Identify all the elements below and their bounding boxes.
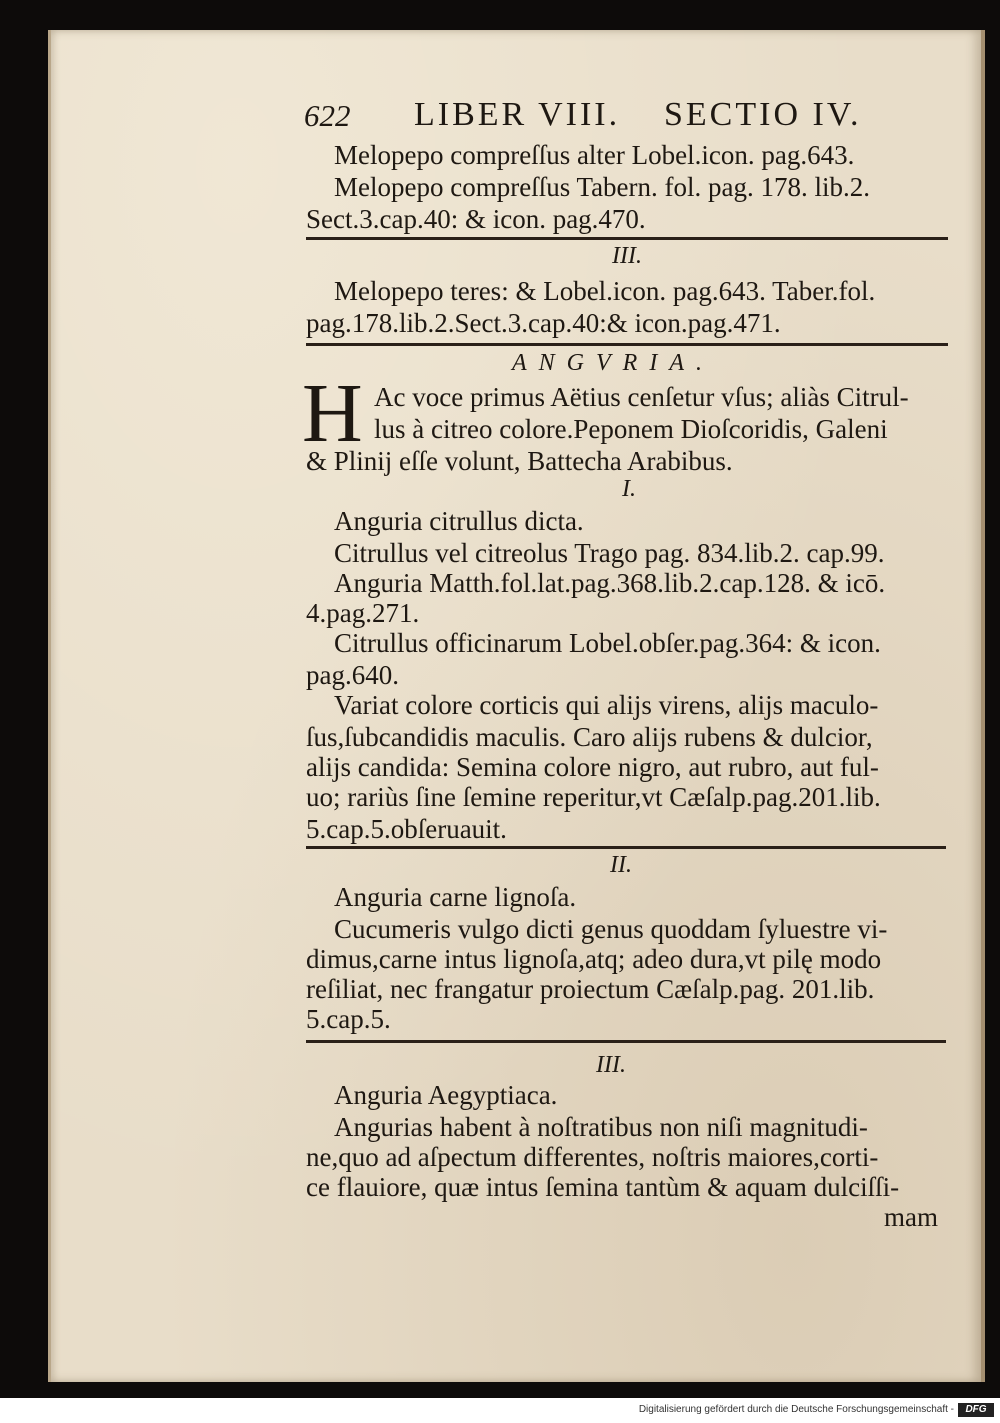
text-line: pag.178.lib.2.Sect.3.cap.40:& icon.pag.471.	[306, 308, 781, 338]
footer-bar	[0, 1398, 1000, 1423]
entry-number: III.	[612, 243, 642, 269]
text-line: Sect.3.cap.40: & icon. pag.470.	[306, 204, 646, 234]
text-line: Cucumeris vulgo dicti genus quoddam ſyluestre vi-	[334, 914, 888, 944]
text-line: pag.640.	[306, 660, 399, 690]
entry-number: II.	[610, 852, 632, 878]
text-line: Anguria Matth.fol.lat.pag.368.lib.2.cap.128. & icō.	[334, 568, 886, 598]
running-head-liber: LIBER VIII.	[414, 96, 621, 133]
text-line: Melopepo compreſſus Tabern. fol. pag. 178. lib.2.	[334, 172, 871, 202]
text-line: Anguria Aegyptiaca.	[334, 1080, 558, 1110]
footer-credit: Digitalisierung gefördert durch die Deutsche Forschungsgemeinschaft -	[638, 1404, 954, 1415]
text-line: uo; rariùs ſine ſemine reperitur,vt Cæſalp.pag.201.lib.	[306, 782, 881, 812]
dfg-logo: DFG	[958, 1403, 994, 1417]
entry-number: III.	[596, 1052, 626, 1078]
text-line: ce flauiore, quæ intus ſemina tantùm & aquam dulciſſi-	[306, 1172, 900, 1202]
text-line: Anguria carne lignoſa.	[334, 882, 577, 912]
text-line: Variat colore corticis qui alijs virens, alijs maculo-	[334, 690, 879, 720]
text-line: 5.cap.5.	[306, 1004, 391, 1034]
text-line: 5.cap.5.obſeruauit.	[306, 814, 507, 844]
text-line: ſus,ſubcandidis maculis. Caro alijs rubens & dulcior,	[306, 722, 873, 752]
text-line: Citrullus vel citreolus Trago pag. 834.lib.2. cap.99.	[334, 538, 885, 568]
section-rule	[306, 846, 946, 849]
text-line: Anguria citrullus dicta.	[334, 506, 584, 536]
section-rule	[306, 1040, 946, 1043]
entry-number: I.	[622, 476, 636, 502]
text-line: 4.pag.271.	[306, 598, 420, 628]
section-heading: ANGVRIA.	[512, 350, 714, 376]
page-number: 622	[304, 98, 351, 133]
text-line: dimus,carne intus lignoſa,atq; adeo dura,vt pilę modo	[306, 944, 882, 974]
running-head-sectio: SECTIO IV.	[664, 96, 862, 133]
text-line: ne,quo ad aſpectum differentes, noſtris maiores,corti-	[306, 1142, 879, 1172]
section-rule	[306, 237, 948, 240]
text-line: & Plinij eſſe volunt, Battecha Arabibus.	[306, 446, 733, 476]
text-line: Ac voce primus Aëtius cenſetur vſus; aliàs Citrul-	[374, 382, 909, 412]
text-line: alijs candida: Semina colore nigro, aut rubro, aut ful-	[306, 752, 879, 782]
drop-capital: H	[302, 367, 363, 460]
text-line: Angurias habent à noſtratibus non niſi magnitudi-	[334, 1112, 868, 1142]
text-line: lus à citreo colore.Peponem Dioſcoridis, Galeni	[374, 414, 888, 444]
text-line: Melopepo teres: & Lobel.icon. pag.643. Taber.fol.	[334, 276, 876, 306]
text-line: reſiliat, nec frangatur proiectum Cæſalp.pag. 201.lib.	[306, 974, 875, 1004]
text-line: mam	[884, 1202, 938, 1232]
text-line: Melopepo compreſſus alter Lobel.icon. pag.643.	[334, 140, 855, 170]
text-line: Citrullus officinarum Lobel.obſer.pag.364: & icon.	[334, 628, 881, 658]
section-rule	[306, 343, 948, 346]
